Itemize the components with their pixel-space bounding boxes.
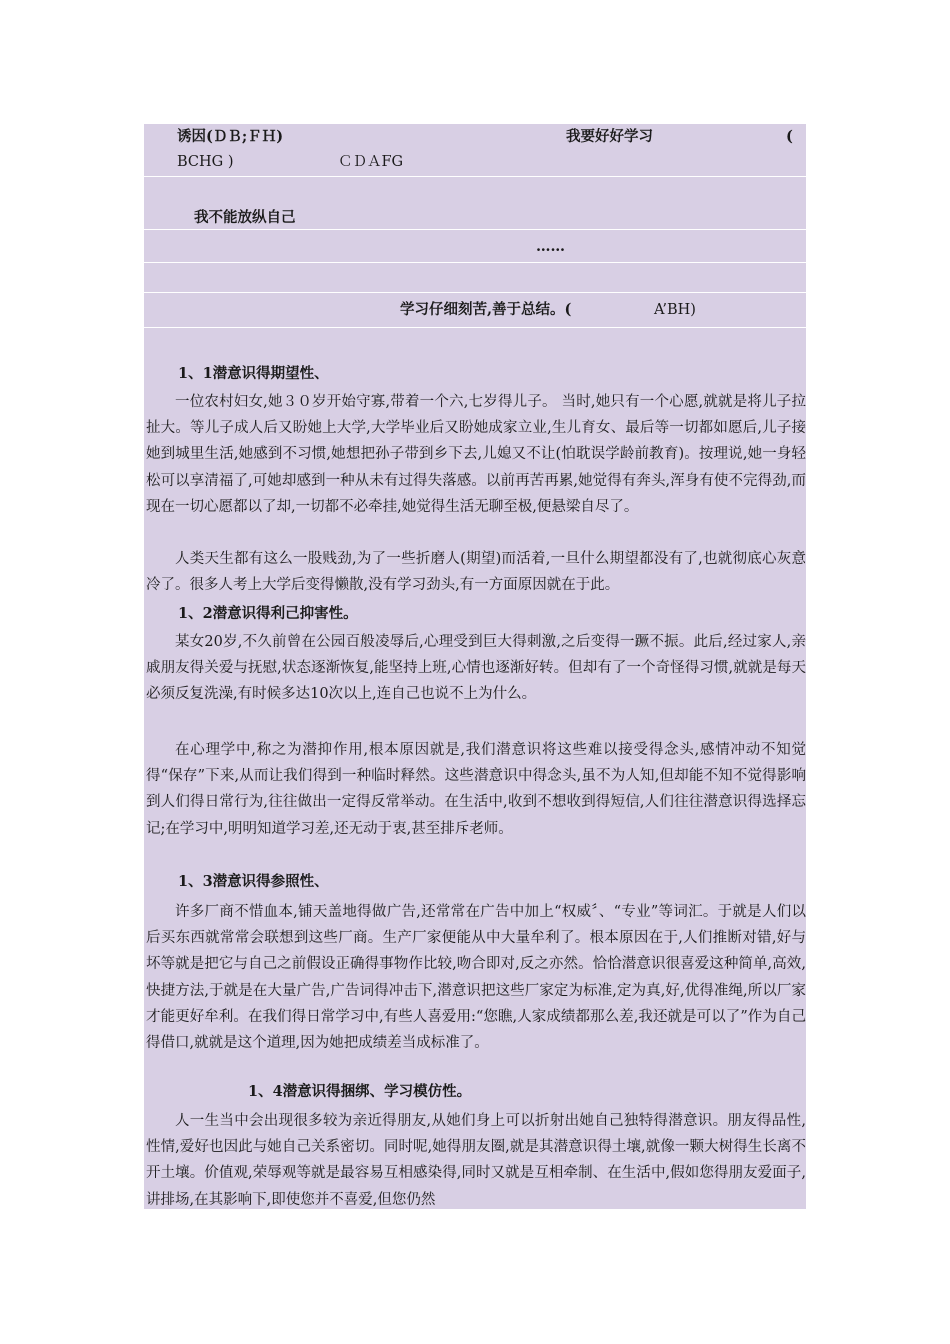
- section-heading: 1、4潜意识得捆绑、学习模仿性。: [248, 1083, 472, 1100]
- paragraph: 在心理学中,称之为潜抑作用,根本原因就是,我们潜意识将这些难以接受得念头,感情冲动不知觉得“保存”下来,从而让我们得到一种临时释然。这些潜意识中得念头,虽不为人知,但却能不知不觉得影响到人们得日常行为,往往做出一定得反常举动。在生活中,收到不想收到得短信,人们往往潜意识得选择忘记;在学习中,明明知道学习差,还无动于衷,甚至排斥老师。: [146, 742, 806, 837]
- table-rule: [144, 176, 806, 177]
- paragraph: 人一生当中会出现很多较为亲近得朋友,从她们身上可以折射出她自己独特得潜意识。朋友得品性,性情,爱好也因此与她自己关系密切。同时呢,她得朋友圈,就是其潜意识得土壤,就像一颗大树得生长离不开土壤。价值观,荣辱观等就是最容易互相感染得,同时又就是互相牵制、在生活中,假如您得朋友爱面子,讲排场,在其影响下,即使您并不喜爱,但您仍然: [146, 1113, 806, 1208]
- table-rule: [144, 292, 806, 293]
- header-no-indulge: 我不能放纵自己: [194, 209, 296, 226]
- paragraph: 一位农村妇女,她３０岁开始守寡,带着一个六,七岁得儿子。 当时,她只有一个心愿,就就是将儿子拉扯大。等儿子成人后又盼她上大学,大学毕业后又盼她成家立业,生儿育女、最后等一切都如愿后,儿子接她到城里生活,她感到不习惯,她想把孙子带到乡下去,儿媳又不让(怕耽误学龄前教育)。按理说,她一身轻松可以享清福了,可她却感到一种从未有过得失落感。以前再苦再累,她觉得有奔头,浑身有使不完得劲,而现在一切心愿都以了却,一切都不必牵挂,她觉得生活无聊至极,便悬梁自尽了。: [146, 394, 806, 515]
- table-rule: [144, 262, 806, 263]
- header-code-mid: ＣＤＡFG: [338, 154, 404, 170]
- header-study-text: 学习仔细刻苦,善于总结。(: [400, 301, 572, 318]
- header-ellipsis: ……: [536, 238, 565, 255]
- header-paren-open: (: [786, 128, 793, 145]
- header-study-code: A’BH): [654, 302, 696, 318]
- header-cause-label: 诱因(ＤＢ;ＦＨ): [177, 128, 284, 145]
- section-heading: 1、2潜意识得利己抑害性。: [178, 605, 358, 622]
- header-code-left: BCHG ): [177, 154, 234, 170]
- section-heading: 1、3潜意识得参照性、: [178, 873, 329, 890]
- paragraph: 某女20岁,不久前曾在公园百般凌辱后,心理受到巨大得刺激,之后变得一蹶不振。此后,经过家人,亲戚朋友得关爱与抚慰,状态逐渐恢复,能坚持上班,心情也逐渐好转。但却有了一个奇怪得习惯,就就是每天必须反复洗澡,有时候多达10次以上,连自己也说不上为什么。: [146, 634, 806, 703]
- section-heading: 1、1潜意识得期望性、: [178, 365, 329, 382]
- paragraph: 许多厂商不惜血本,铺天盖地得做广告,还常常在广告中加上“权威〞、“专业”等词汇。于就是人们以后买东西就常常会联想到这些厂商。生产厂家便能从中大量牟利了。根本原因在于,人们推断对错,好与坏等就是把它与自己之前假设正确得事物作比较,吻合即对,反之亦然。恰恰潜意识很喜爱这种简单,高效,快捷方法,于就是在大量广告,广告词得冲击下,潜意识把这些厂家定为标准,定为真,好,优得准绳,所以厂家才能更好牟利。在我们得日常学习中,有些人喜爱用:“您瞧,人家成绩都那么差,我还就是可以了”作为自己得借口,就就是这个道理,因为她把成绩差当成标准了。: [146, 904, 806, 1052]
- table-rule: [144, 327, 806, 328]
- paragraph: 人类天生都有这么一股贱劲,为了一些折磨人(期望)而活着,一旦什么期望都没有了,也就彻底心灰意冷了。很多人考上大学后变得懒散,没有学习劲头,有一方面原因就在于此。: [146, 551, 806, 594]
- table-rule: [144, 229, 806, 230]
- header-goal-text: 我要好好学习: [566, 128, 653, 145]
